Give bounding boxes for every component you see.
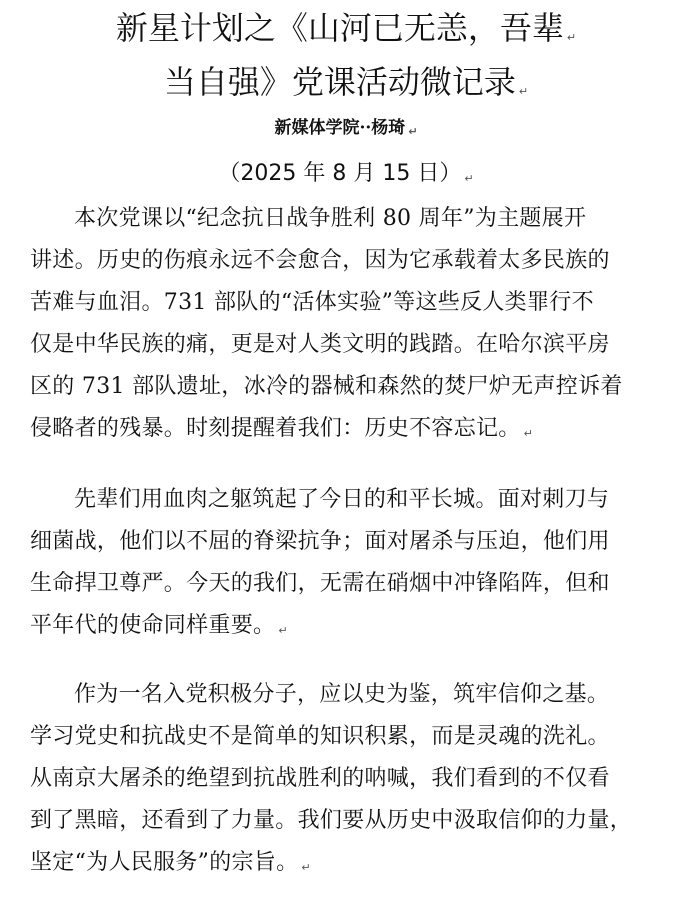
author-name: 新媒体学院··杨琦	[274, 118, 406, 138]
paragraph-mark-icon: ↵	[566, 31, 577, 44]
text-line: 本次党课以“纪念抗日战争胜利 80 周年”为主题展开	[74, 206, 587, 231]
text-line: 学习党史和抗战史不是简单的知识积累，而是灵魂的洗礼。	[30, 724, 610, 749]
text-line: 从南京大屠杀的绝望到抗战胜利的呐喊，我们看到的不仅看	[30, 766, 610, 791]
text-line-content: 坚定“为人民服务”的宗旨。	[30, 850, 299, 875]
document-title-continued	[0, 62, 692, 112]
title-line-2: 当自强》党课活动微记录	[163, 63, 516, 101]
text-line: 先辈们用血肉之躯筑起了今日的和平长城。面对刺刀与	[74, 487, 610, 512]
author-line	[0, 116, 692, 144]
text-line-content: 侵略者的残暴。时刻提醒着我们：历史不容忘记。	[30, 416, 521, 441]
paragraph-2	[30, 479, 662, 652]
text-line: 生命捍卫尊严。今天的我们，无需在硝烟中冲锋陷阵，但和	[30, 571, 610, 596]
text-line: 区的 731 部队遗址，冰冷的器械和森然的焚尸炉无声控诉着	[30, 374, 623, 399]
date-line	[0, 158, 692, 195]
paragraph-3	[30, 674, 662, 889]
document-title	[0, 8, 692, 58]
text-line-last	[30, 408, 662, 455]
text-line: 讲述。历史的伤痕永远不会愈合，因为它承载着太多民族的	[30, 248, 610, 273]
text-line-last	[30, 605, 662, 652]
document-date: （2025 年 8 月 15 日）	[218, 161, 462, 186]
paragraph-mark-icon: ↵	[464, 172, 474, 185]
title-line-1: 新星计划之《山河已无恙，吾辈	[115, 9, 564, 47]
text-line: 作为一名入党积极分子，应以史为鉴，筑牢信仰之基。	[74, 682, 610, 707]
paragraph-mark-icon: ↵	[278, 624, 288, 637]
text-line: 苦难与血泪。731 部队的“活体实验”等这些反人类罪行不	[30, 290, 594, 315]
paragraph-1	[30, 198, 662, 455]
text-line: 细菌战，他们以不屈的脊梁抗争；面对屠杀与压迫，他们用	[30, 529, 610, 554]
paragraph-mark-icon: ↵	[518, 85, 529, 98]
text-line: 到了黑暗，还看到了力量。我们要从历史中汲取信仰的力量，	[30, 808, 633, 833]
text-line: 仅是中华民族的痛，更是对人类文明的践踏。在哈尔滨平房	[30, 332, 610, 357]
text-line-content: 平年代的使命同样重要。	[30, 613, 276, 638]
paragraph-mark-icon: ↵	[408, 125, 418, 138]
paragraph-mark-icon: ↵	[301, 861, 311, 874]
paragraph-mark-icon: ↵	[523, 427, 534, 440]
text-line-last	[30, 842, 662, 889]
